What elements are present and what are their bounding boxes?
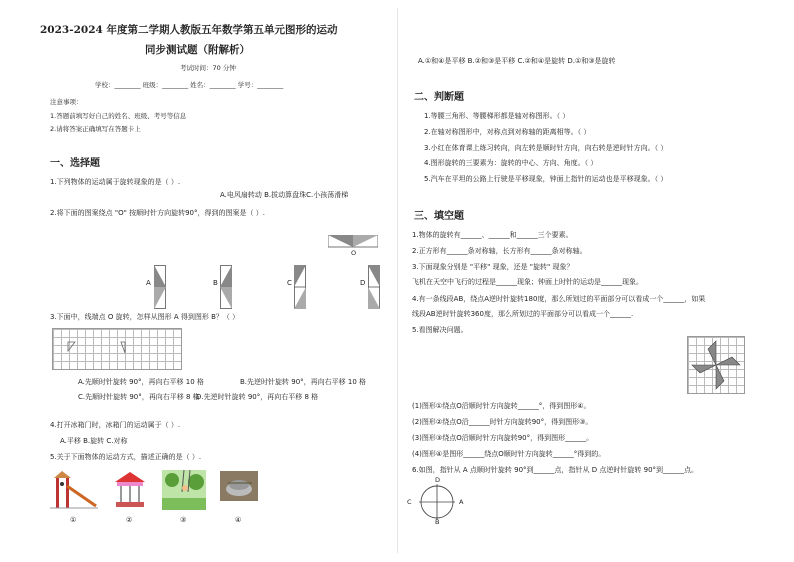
fill-6: 6.如图，指针从 A 点顺时针旋转 90°到______点，指针从 D 点逆时针旋转 90°到______点。 (412, 466, 699, 474)
pinwheel-figure (687, 336, 745, 394)
judge-2: 2.在轴对称图形中，对称点到对称轴的距离相等。（ ） (424, 128, 591, 136)
fill-3-line2: 飞机在天空中飞行的过程是______现象；钟面上时针的运动是______现象。 (412, 278, 643, 286)
q2-option-b-figure (220, 265, 232, 309)
student-info-line: 学校：________ 班级：________ 姓名：________ 学号：________ (95, 81, 284, 89)
section-fill-heading: 三、填空题 (414, 211, 464, 222)
question-1-options: A.电风扇转动 B.拔动算盘珠C.小孩荡滑梯 (220, 191, 349, 199)
q2-option-c-label: C (287, 279, 292, 287)
fill-4-line2: 线段AB逆时针旋转360度，那么所划过的平面部分可以看成一个______. (412, 310, 634, 318)
judge-1: 1.等腰三角形、等腰梯形都是轴对称图形。（ ） (424, 112, 570, 120)
picture-label-1: ① (70, 516, 77, 524)
carousel-picture (113, 470, 147, 510)
dial-label-c: C (407, 498, 412, 506)
q2-option-b-label: B (213, 279, 218, 287)
q2-option-a-figure (154, 265, 166, 309)
dial-label-d: D (435, 476, 441, 484)
question-4-options: A.平移 B.旋转 C.对称 (60, 437, 128, 445)
section-choice-heading: 一、选择题 (50, 158, 100, 169)
question-2: 2.将下面的图案绕点 "O" 按顺时针方向旋转90°，得到的图案是（ ）. (50, 209, 265, 217)
exam-time: 考试时间：70 分钟 (180, 64, 236, 72)
picture-label-2: ② (126, 516, 133, 524)
point-o-label: O (351, 249, 357, 257)
judge-5: 5.汽车在平坦的公路上行驶是平移现象，钟面上指针的运动也是平移现象。（ ） (424, 175, 668, 183)
swing-picture (162, 470, 206, 510)
fill-5: 5.看图解决问题。 (412, 326, 468, 334)
judge-3: 3.小红在体育课上练习转向，向左转是顺时针方向，向右转是逆时针方向。（ ） (424, 144, 668, 152)
q2-option-d-label: D (360, 279, 366, 287)
picture-label-3: ③ (180, 516, 187, 524)
section-judge-heading: 二、判断题 (414, 92, 464, 103)
notice-heading: 注意事项： (50, 98, 83, 106)
question-3: 3.下面中，线端点 O 旋转，怎样从图形 A 得到图形 B？（ ） (50, 313, 240, 321)
q2-option-d-figure (368, 265, 380, 309)
fill-5-part2: (2)图形②绕点O沿______时针方向旋转90°，得到图形③。 (412, 418, 593, 426)
slide-picture (50, 470, 98, 510)
q2-reference-figure (328, 235, 378, 249)
judge-4: 4.图形旋转的三要素为：旋转的中心、方向、角度。（ ） (424, 159, 598, 167)
millstone-picture (220, 471, 258, 501)
fill-3: 3.下面现象分别是 "平移" 现象，还是 "旋转" 现象？ (412, 263, 574, 271)
doc-title-line1: 2023-2024 年度第二学期人教版五年数学第五单元图形的运动 (40, 24, 338, 36)
fill-5-part3: (3)图形③绕点O沿顺时针方向旋转90°，得到图形______。 (412, 434, 594, 442)
page-divider (397, 8, 398, 553)
fill-5-part1: (1)图形①绕点O沿顺时针方向旋转______°，得到图形④。 (412, 402, 591, 410)
q3-option-c: C.先顺时针旋转 90°，再向右平移 8 格 (78, 393, 200, 401)
q2-option-c-figure (294, 265, 306, 309)
fill-5-part4: (4)图形④是图形______绕点O顺时针方向旋转______°得到的。 (412, 450, 606, 458)
question-4: 4.打开冰箱门时，冰箱门的运动属于（ ）. (50, 421, 181, 429)
dial-label-b: B (435, 518, 440, 526)
q3-option-a: A.先顺时针旋转 90°，再向右平移 10 格 (78, 378, 204, 386)
q3-option-d: D.先逆时针旋转 90°，再向右平移 8 格 (196, 393, 319, 401)
dial-label-a: A (459, 498, 464, 506)
question-5: 5.关于下面物体的运动方式，描述正确的是（ ）. (50, 453, 202, 461)
picture-label-4: ④ (235, 516, 242, 524)
fill-1: 1.物体的旋转有______、______和______三个要素。 (412, 231, 573, 239)
q2-option-a-label: A (146, 279, 151, 287)
fill-4: 4.有一条线段AB，绕点A逆时针旋转180度，那么所划过的平面部分可以看成一个______，如果 (412, 295, 706, 303)
q3-grid-figure (52, 328, 182, 370)
fill-2: 2.正方形有______条对称轴，长方形有______条对称轴。 (412, 247, 587, 255)
q3-option-b: B.先逆时针旋转 90°，再向右平移 10 格 (240, 378, 367, 386)
notice-2: 2.请将答案正确填写在答题卡上 (50, 125, 141, 133)
question-1: 1.下列物体的运动属于旋转现象的是（ ）. (50, 178, 181, 186)
notice-1: 1.答题前填写好自己的姓名、班级、考号等信息 (50, 112, 187, 120)
question-5-options: A.①和④是平移 B.②和③是平移 C.②和④是旋转 D.①和③是旋转 (418, 57, 616, 65)
doc-title-line2: 同步测试题（附解析） (145, 44, 250, 56)
